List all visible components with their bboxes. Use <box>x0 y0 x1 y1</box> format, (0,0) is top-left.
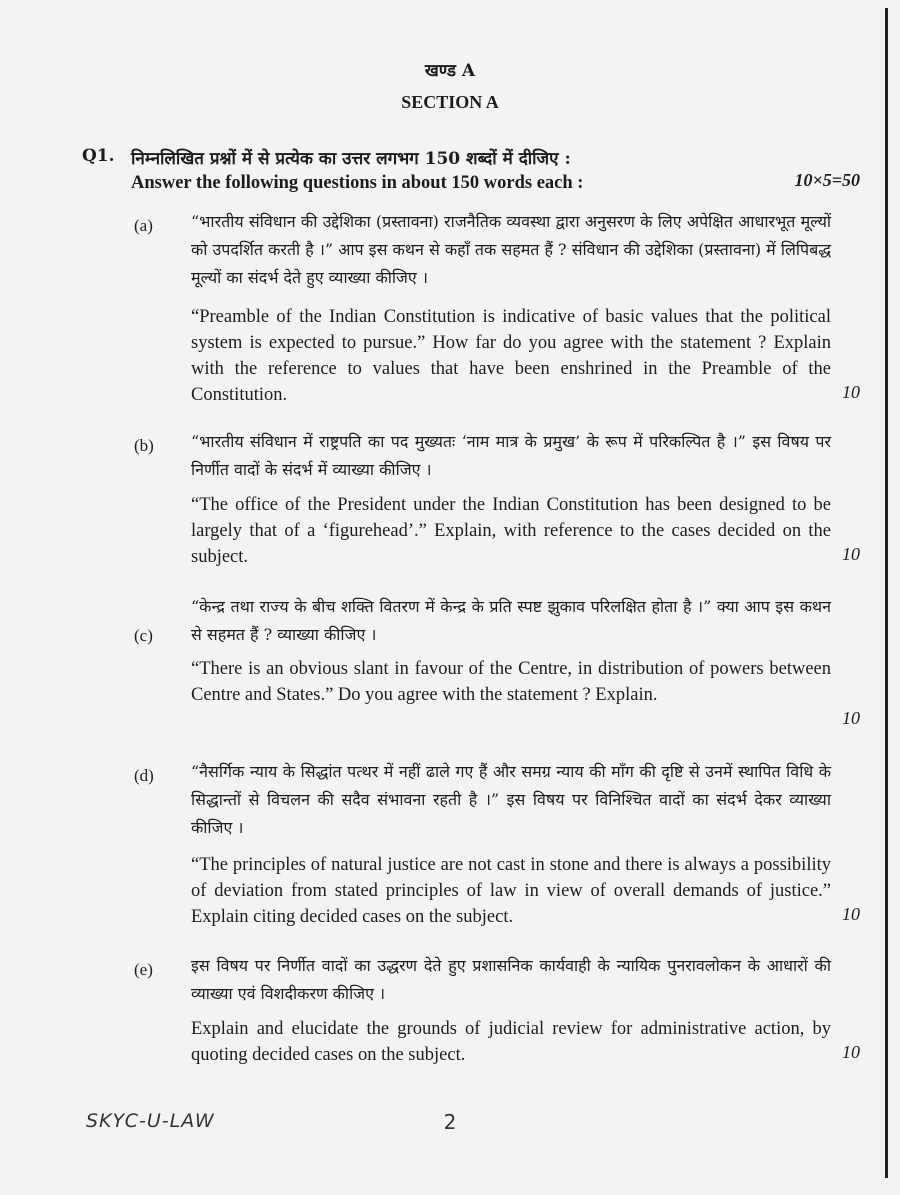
part-text-hindi: “भारतीय संविधान की उद्देशिका (प्रस्तावना) राजनैतिक व्यवस्था द्वारा अनुसरण के लिए अपेक्षित आधारभूत मूल्यों को उपदर्शित करती है ।” आप इस कथन से कहाँ तक सहमत हैं ? संविधान की उद्देशिका (प्रस्तावना) में लिपिबद्ध मूल्यों का संदर्भ देते हुए व्याख्या कीजिए । <box>191 212 831 287</box>
page-number: 2 <box>443 1110 457 1134</box>
section-heading-hindi: खण्ड A <box>424 61 476 81</box>
section-heading: SECTION A <box>401 92 499 112</box>
part-text-hindi: “नैसर्गिक न्याय के सिद्धांत पत्थर में नहीं ढाले गए हैं और समग्र न्याय की माँग की दृष्टि से उनमें स्थापित विधि के सिद्धान्तों से विचलन की सदैव संभावना रहती है ।” इस विषय पर विनिश्चित वादों का संदर्भ देकर व्याख्या कीजिए । <box>191 762 831 837</box>
part-marks: 10 <box>842 708 860 728</box>
part-text-english: Explain and elucidate the grounds of judicial review for administrative action, by quoting decided cases on the subject. <box>191 1019 831 1065</box>
part-text-hindi: “भारतीय संविधान में राष्ट्रपति का पद मुख्यतः ‘नाम मात्र के प्रमुख’ के रूप में परिकल्पित है ।” इस विषय पर निर्णीत वादों के संदर्भ में व्याख्या कीजिए । <box>191 432 831 479</box>
part-label: (d) <box>134 766 154 785</box>
part-marks: 10 <box>842 904 860 924</box>
part-text-hindi: इस विषय पर निर्णीत वादों का उद्धरण देते हुए प्रशासनिक कार्यवाही के न्यायिक पुनरावलोकन के आधारों की व्याख्या एवं विशदीकरण कीजिए । <box>191 956 831 1003</box>
part-text-english: “Preamble of the Indian Constitution is indicative of basic values that the political system is expected to pursue.” How far do you agree with the statement ? Explain with the reference to values that have been enshrined in the Preamble of the Constitution. <box>191 307 831 405</box>
part-label: (e) <box>134 960 153 979</box>
page-edge-line <box>885 8 888 1178</box>
part-label: (c) <box>134 626 153 645</box>
part-text-english: “There is an obvious slant in favour of the Centre, in distribution of powers between Centre and States.” Do you agree with the statement ? Explain. <box>191 659 831 705</box>
question-number: Q1. <box>82 146 115 166</box>
part-marks: 10 <box>842 382 860 402</box>
instruction-hindi: निम्नलिखित प्रश्नों में से प्रत्येक का उत्तर लगभग 150 शब्दों में दीजिए : <box>131 149 571 169</box>
part-text-hindi: “केन्द्र तथा राज्य के बीच शक्ति वितरण में केन्द्र के प्रति स्पष्ट झुकाव परिलक्षित होता है ।” क्या आप इस कथन से सहमत हैं ? व्याख्या कीजिए । <box>191 597 831 644</box>
part-marks: 10 <box>842 1042 860 1062</box>
part-label: (b) <box>134 436 154 455</box>
paper-code: SKYC-U-LAW <box>86 1110 215 1132</box>
part-text-english: “The principles of natural justice are not cast in stone and there is always a possibility of deviation from stated principles of law in view of overall demands of justice.” Explain citing decided cases on the subject. <box>191 855 831 927</box>
instruction-english: Answer the following questions in about 150 words each : <box>131 173 584 193</box>
total-marks: 10×5=50 <box>794 170 860 190</box>
part-label: (a) <box>134 216 153 235</box>
part-marks: 10 <box>842 544 860 564</box>
part-text-english: “The office of the President under the Indian Constitution has been designed to be largely that of a ‘figurehead’.” Explain, with reference to the cases decided on the subject. <box>191 495 831 567</box>
